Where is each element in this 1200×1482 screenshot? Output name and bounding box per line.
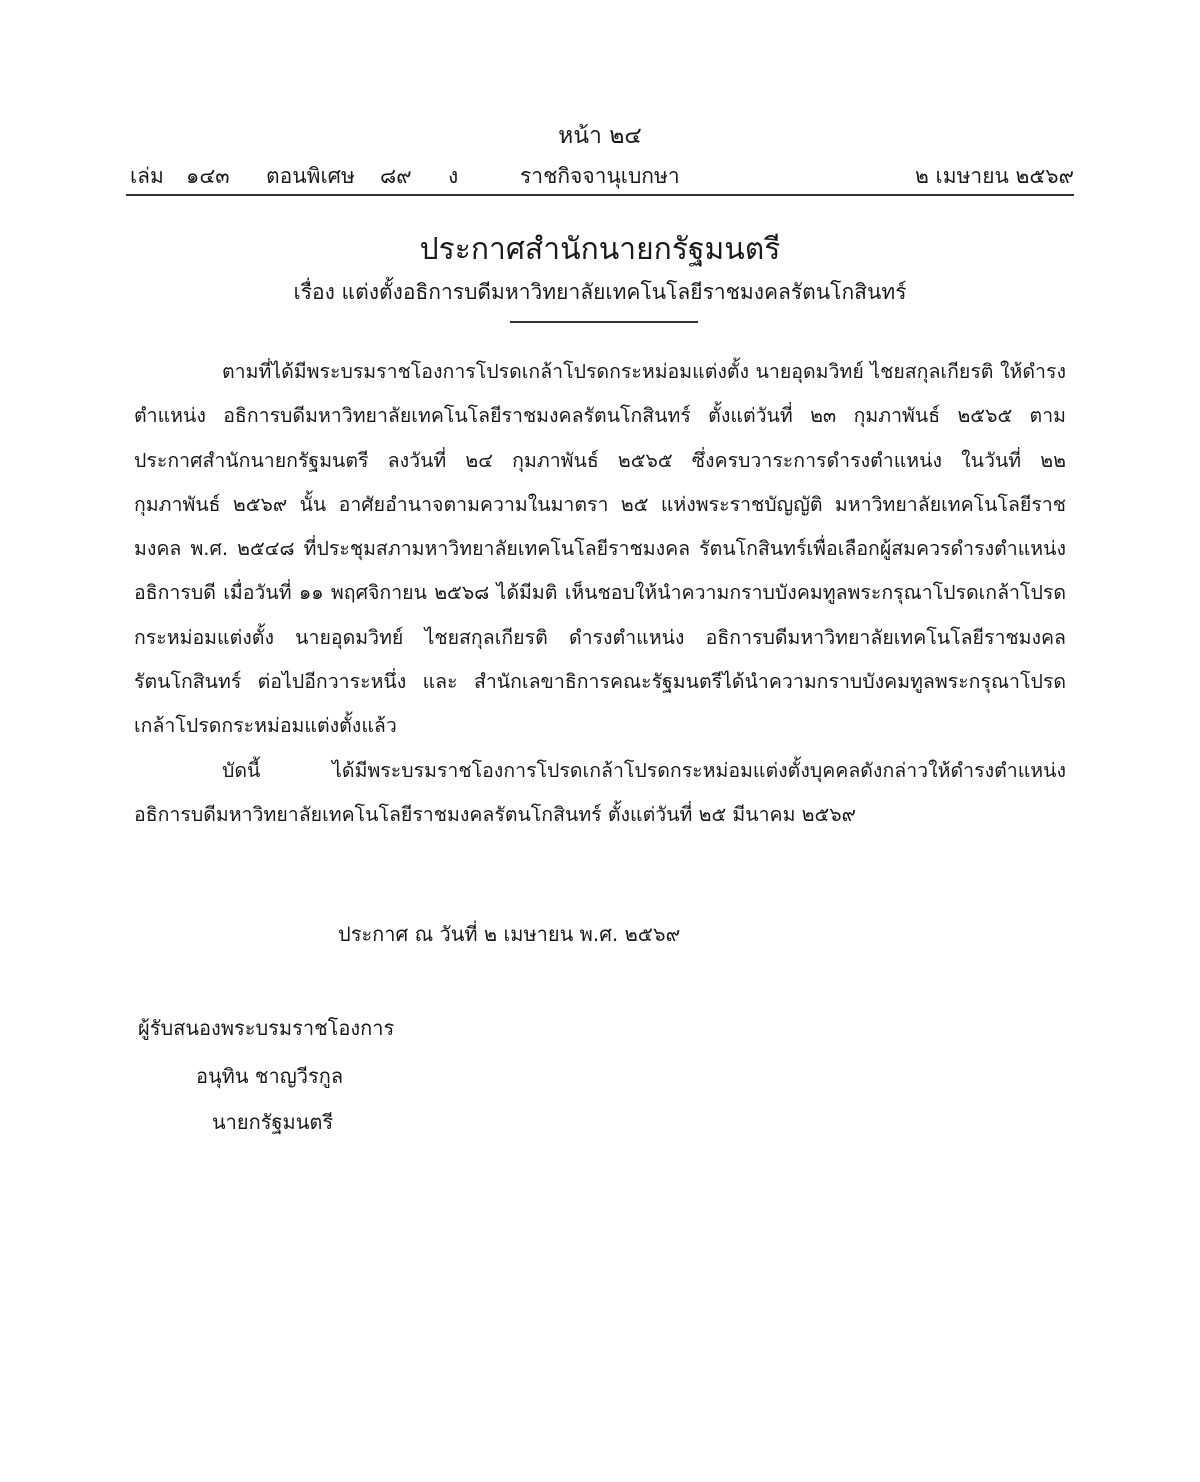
page-number: หน้า ๒๔ — [558, 123, 642, 149]
volume-label: เล่ม — [130, 164, 164, 188]
body-paragraph-1: ตามที่ได้มีพระบรมราชโองการโปรดเกล้าโปรดกระหม่อมแต่งตั้ง นายอุดมวิทย์ ไชยสกุลเกียรติ ให้ดำรงตำแหน่ง อธิการบดีมหาวิทยาลัยเทคโนโลยีราชมงคลรัตนโกสินทร์ ตั้งแต่วันที่ ๒๓ กุมภาพันธ์ ๒๕๖๕ ตามประกาศสำนักนายกรัฐมนตรี ลงวันที่ ๒๔ กุมภาพันธ์ ๒๕๖๕ ซึ่งครบวาระการดำรงตำแหน่ง ในวันที่ ๒๒ กุมภาพันธ์ ๒๕๖๙ นั้น อาศัยอำนาจตามความในมาตรา ๒๕ แห่งพระราชบัญญัติ มหาวิทยาลัยเทคโนโลยีราชมงคล พ.ศ. ๒๕๔๘ ที่ประชุมสภามหาวิทยาลัยเทคโนโลยีราชมงคล รัตนโกสินทร์เพื่อเลือกผู้สมควรดำรงตำแหน่งอธิการบดี เมื่อวันที่ ๑๑ พฤศจิกายน ๒๕๖๘ ได้มีมติ เห็นชอบให้นำความกราบบังคมทูลพระกรุณาโปรดเกล้าโปรดกระหม่อมแต่งตั้ง นายอุดมวิทย์ ไชยสกุลเกียรติ ดำรงตำแหน่ง อธิการบดีมหาวิทยาลัยเทคโนโลยีราชมงคลรัตนโกสินทร์ ต่อไปอีกวาระหนึ่ง และ สำนักเลขาธิการคณะรัฐมนตรีได้นำความกราบบังคมทูลพระกรุณาโปรดเกล้าโปรดกระหม่อมแต่งตั้งแล้ว — [134, 360, 1066, 738]
countersign-label: ผู้รับสนองพระบรมราชโองการ — [138, 1016, 395, 1040]
announcement-date: ประกาศ ณ วันที่ ๒ เมษายน พ.ศ. ๒๕๖๙ — [338, 922, 681, 946]
issue-number: ๘๙ — [380, 164, 412, 188]
signer-position: นายกรัฐมนตรี — [212, 1110, 334, 1134]
title-divider — [510, 321, 698, 323]
document-subject: เรื่อง แต่งตั้งอธิการบดีมหาวิทยาลัยเทคโนโลยีราชมงคลรัตนโกสินทร์ — [293, 280, 907, 304]
gazette-header — [130, 160, 1074, 190]
header-date: ๒ เมษายน ๒๕๖๙ — [915, 164, 1074, 188]
document-body — [134, 350, 1066, 837]
section-letter: ง — [448, 164, 459, 188]
body-paragraph-2: บัดนี้ ได้มีพระบรมราชโองการโปรดเกล้าโปรดกระหม่อมแต่งตั้งบุคคลดังกล่าวให้ดำรงตำแหน่ง อธิการบดีมหาวิทยาลัยเทคโนโลยีราชมงคลรัตนโกสินทร์ ตั้งแต่วันที่ ๒๕ มีนาคม ๒๕๖๙ — [134, 758, 1066, 826]
document-title: ประกาศสำนักนายกรัฐมนตรี — [419, 232, 781, 267]
gazette-name: ราชกิจจานุเบกษา — [520, 164, 680, 188]
signer-name: อนุทิน ชาญวีรกูล — [196, 1064, 344, 1088]
header-divider — [126, 194, 1074, 196]
volume-number: ๑๔๓ — [186, 164, 230, 188]
issue-label: ตอนพิเศษ — [266, 164, 355, 188]
